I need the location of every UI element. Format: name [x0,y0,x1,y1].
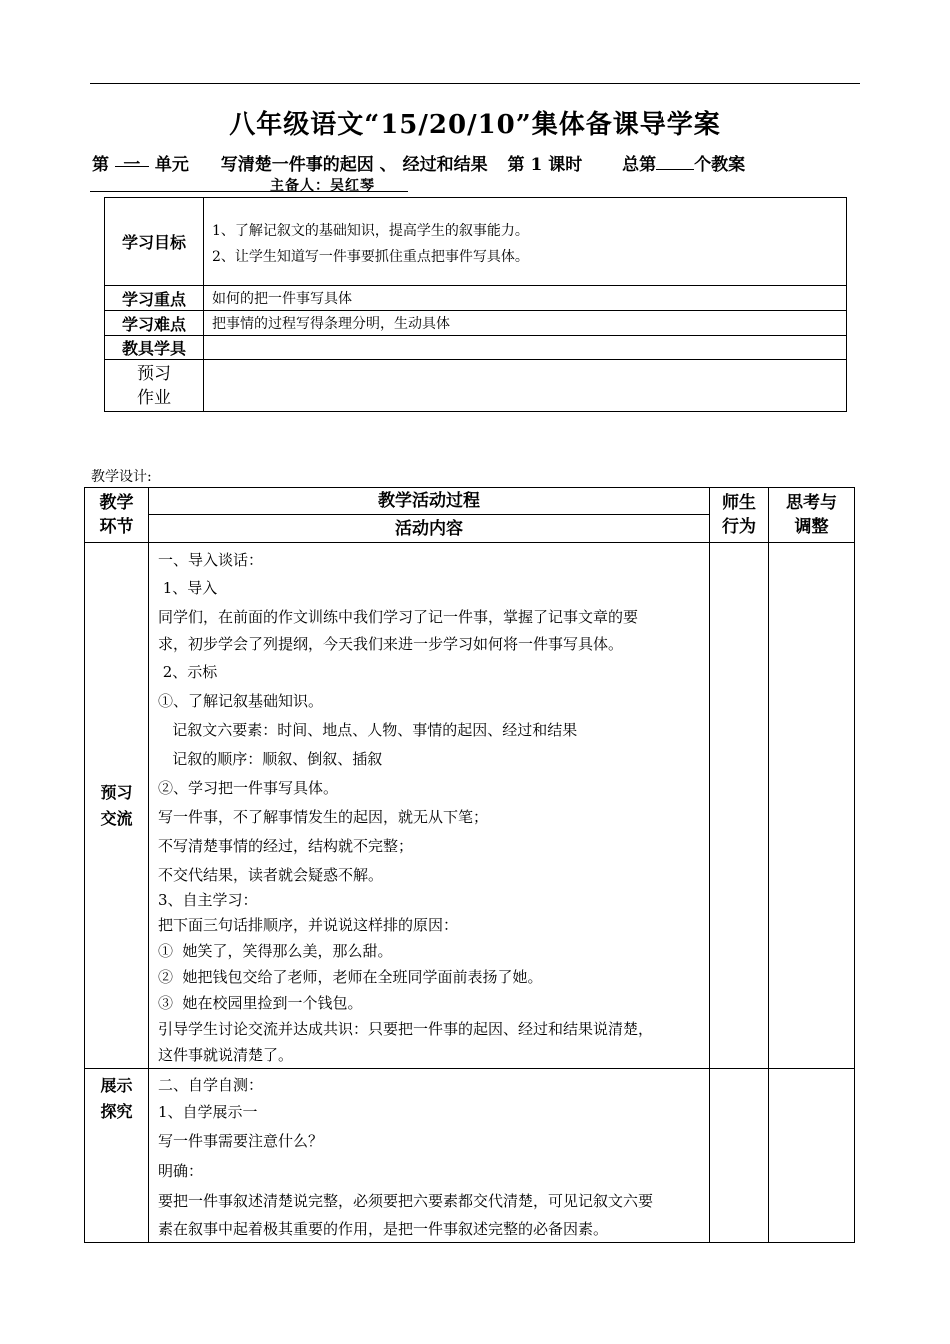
content-line: 记叙的顺序：顺叙、倒叙、插叙 [158,750,383,768]
design-label: 教学设计: [91,469,152,485]
header-stage [85,488,149,543]
lesson-number: 第 1 课时 [507,155,583,175]
difficulty-label: 学习难点 [105,311,204,336]
lesson-topic: 写清楚一件事的起因 、 经过和结果 [220,155,488,175]
section1-behavior [710,543,769,1069]
stage-preview-exchange [85,543,149,1069]
section2-behavior [710,1069,769,1243]
content-line: 1、自学展示一 [158,1103,258,1121]
stage-show-explore [85,1069,149,1243]
content-line: 1、导入 [158,579,218,597]
preview-label-line-2: 作业 [137,387,171,408]
goal-values [204,198,847,286]
content-line: 写一件事需要注意什么？ [158,1132,324,1150]
goals-table [104,197,847,412]
total-suffix: 个教案 [694,155,746,175]
content-line: ② 她把钱包交给了老师，老师在全班同学面前表扬了她。 [158,968,543,986]
content-line: ①、了解记叙基础知识。 [158,692,324,710]
content-line: 二、自学自测： [158,1076,264,1094]
content-line: 素在叙事中起着极其重要的作用，是把一件事叙述完整的必备因素。 [158,1220,609,1238]
total-prefix: 总第 [622,155,657,175]
preview-label-line-1: 预习 [137,363,171,384]
content-line: 要把一件事叙述清楚说完整，必须要把六要素都交代清楚，可见记叙文六要 [158,1192,654,1210]
goal-item: 1、了解记叙文的基础知识，提高学生的叙事能力。 [212,223,529,239]
content-line: 2、示标 [158,663,218,681]
content-line: ②、学习把一件事写具体。 [158,779,339,797]
header-content: 活动内容 [149,515,710,543]
stage-line-2: 交流 [100,808,133,828]
header-behavior-line-1: 师生 [722,493,756,513]
section2-reflection [769,1069,855,1243]
content-line: 求，初步学会了列提纲，今天我们来进一步学习如何将一件事写具体。 [158,635,624,653]
key-label: 学习重点 [105,286,204,311]
content-line: 这件事就说清楚了。 [158,1046,294,1064]
difficulty-value: 把事情的过程写得条理分明，生动具体 [204,311,847,336]
total-blank [656,153,694,170]
content-line: 同学们，在前面的作文训练中我们学习了记一件事，掌握了记事文章的要 [158,608,639,626]
content-line: 记叙文六要素：时间、地点、人物、事情的起因、经过和结果 [158,721,578,739]
content-line: ① 她笑了，笑得那么美，那么甜。 [158,942,393,960]
header-behavior [710,488,769,543]
stage-line-2: 探究 [100,1102,133,1121]
document-title: 八年级语文“15/20/10”集体备课导学案 [229,110,721,140]
author-line: 主备人：吴红琴 [270,178,375,194]
section1-reflection [769,543,855,1069]
content-line: 引导学生讨论交流并达成共识：只要把一件事的起因、经过和结果说清楚， [158,1020,654,1038]
unit-suffix: 单元 [154,155,189,175]
content-line: 不交代结果，读者就会疑惑不解。 [158,866,384,884]
tools-value [204,336,847,360]
header-reflection [769,488,855,543]
content-line: 把下面三句话排顺序，并说说这样排的原因： [158,916,459,934]
unit-number: 一 [115,150,149,167]
goal-item: 2、让学生知道写一件事要抓住重点把事件写具体。 [212,249,529,265]
section2-content [149,1069,710,1243]
content-line: 3、自主学习： [158,891,258,909]
header-stage-line-2: 环节 [99,517,134,537]
section1-content [149,543,710,1069]
lesson-meta-line [92,150,745,175]
design-table [84,487,855,1243]
content-line: ③ 她在校园里捡到一个钱包。 [158,994,363,1012]
key-value: 如何的把一件事写具体 [204,286,847,311]
preview-value [204,360,847,412]
preview-label [105,360,204,412]
content-line: 明确： [158,1162,204,1180]
content-line: 写一件事，不了解事情发生的起因，就无从下笔； [158,808,489,826]
header-reflection-line-2: 调整 [794,517,829,537]
content-line: 一、导入谈话： [158,551,264,569]
tools-label: 教具学具 [105,336,204,360]
stage-line-1: 预习 [100,782,133,802]
header-process: 教学活动过程 [149,488,710,515]
header-stage-line-1: 教学 [99,493,134,513]
header-behavior-line-2: 行为 [722,517,756,537]
goal-label: 学习目标 [105,198,204,286]
stage-line-1: 展示 [100,1076,133,1095]
content-line: 不写清楚事情的经过，结构就不完整； [158,837,414,855]
unit-prefix: 第 [92,155,109,175]
top-rule [90,83,860,84]
header-reflection-line-1: 思考与 [786,493,837,513]
